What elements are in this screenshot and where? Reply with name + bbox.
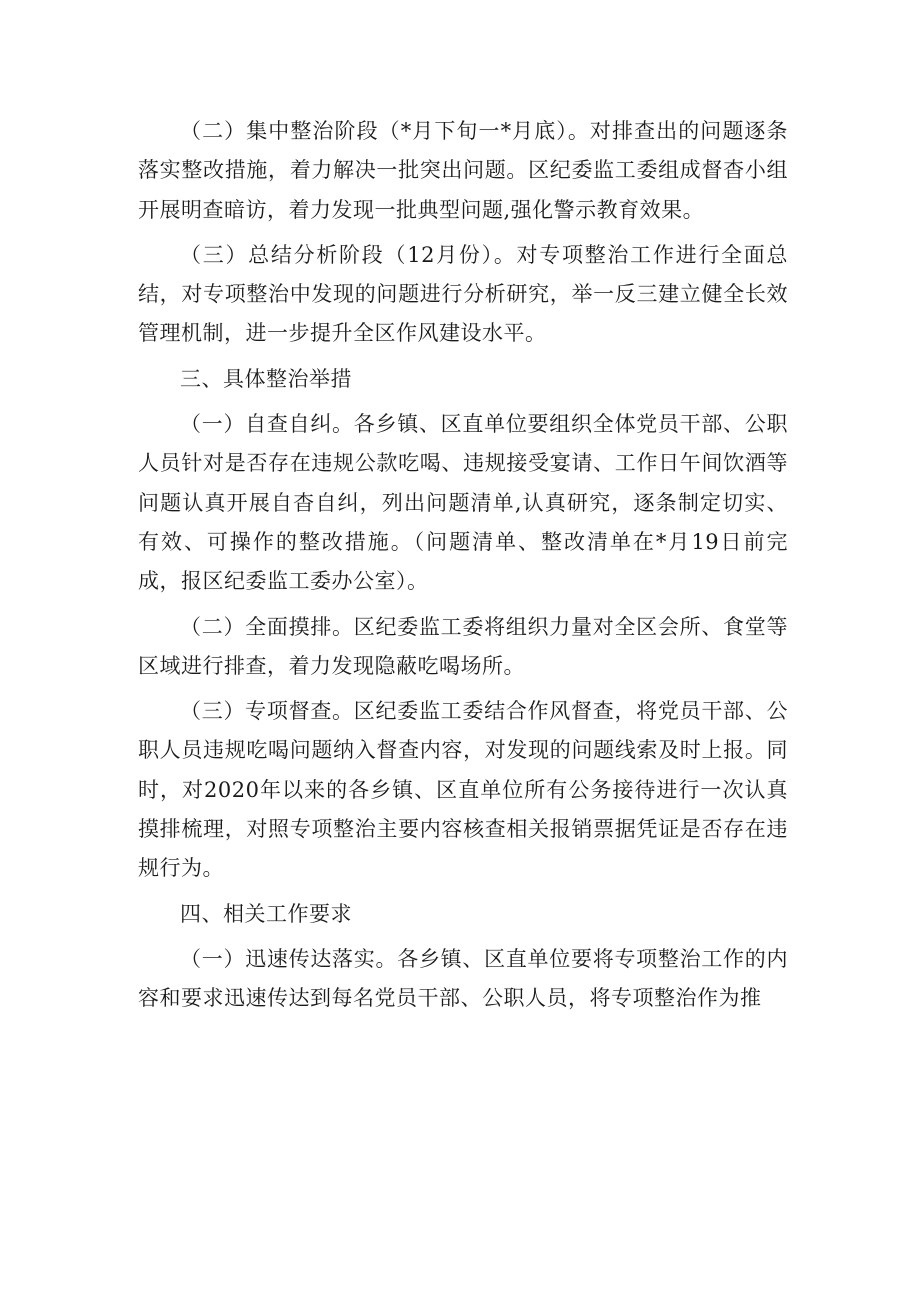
paragraph-self-inspection: （一）自查自纠。各乡镇、区直单位要组织全体党员干部、公职人员针对是否存在违规公款吃喝、违规接受宴请、工作日午间饮酒等问题认真开展自杳自纠，列出问题清单,认真研究，逐条制定切实、有效、可操作的整改措施。（问题清单、整改清单在*月19日前完成，报区纪委监工委办公室）。	[138, 412, 788, 594]
paragraph-rapid-implementation: （一）迅速传达落实。各乡镇、区直单位要将专项整治工作的内容和要求迅速传达到每名党员干部、公职人员，将专项整治作为推	[138, 946, 788, 1011]
paragraph-special-supervision: （三）专项督查。区纪委监工委结合作风督查，将党员干部、公职人员违规吃喝问题纳入督查内容，对发现的问题线索及时上报。同时，对2020年以来的各乡镇、区直单位所有公务接待进行一次认真摸排梳理，对照专项整治主要内容核查相关报销票据凭证是否存在违规行为。	[138, 699, 788, 881]
paragraph-summary-analysis: （三）总结分析阶段（12月份）。对专项整治工作进行全面总结，对专项整治中发现的问题进行分析研究，举一反三建立健全长效管理机制，进一步提升全区作风建设水平。	[138, 242, 788, 346]
section-heading-requirements: 四、相关工作要求	[180, 901, 352, 926]
paragraph-concentrated-rectification: （二）集中整治阶段（*月下旬一*月底）。对排查出的问题逐条落实整改措施，着力解决一批突出问题。区纪委监工委组成督杳小组开展明查暗访，着力发现一批典型问题,强化警示教育效果。	[138, 119, 788, 222]
paragraph-full-investigation: （二）全面摸排。区纪委监工委将组织力量对全区会所、食堂等区域进行排查，着力发现隐蔽吃喝场所。	[138, 614, 788, 678]
section-heading-measures: 三、具体整治举措	[180, 366, 352, 391]
document-body	[138, 112, 788, 1019]
